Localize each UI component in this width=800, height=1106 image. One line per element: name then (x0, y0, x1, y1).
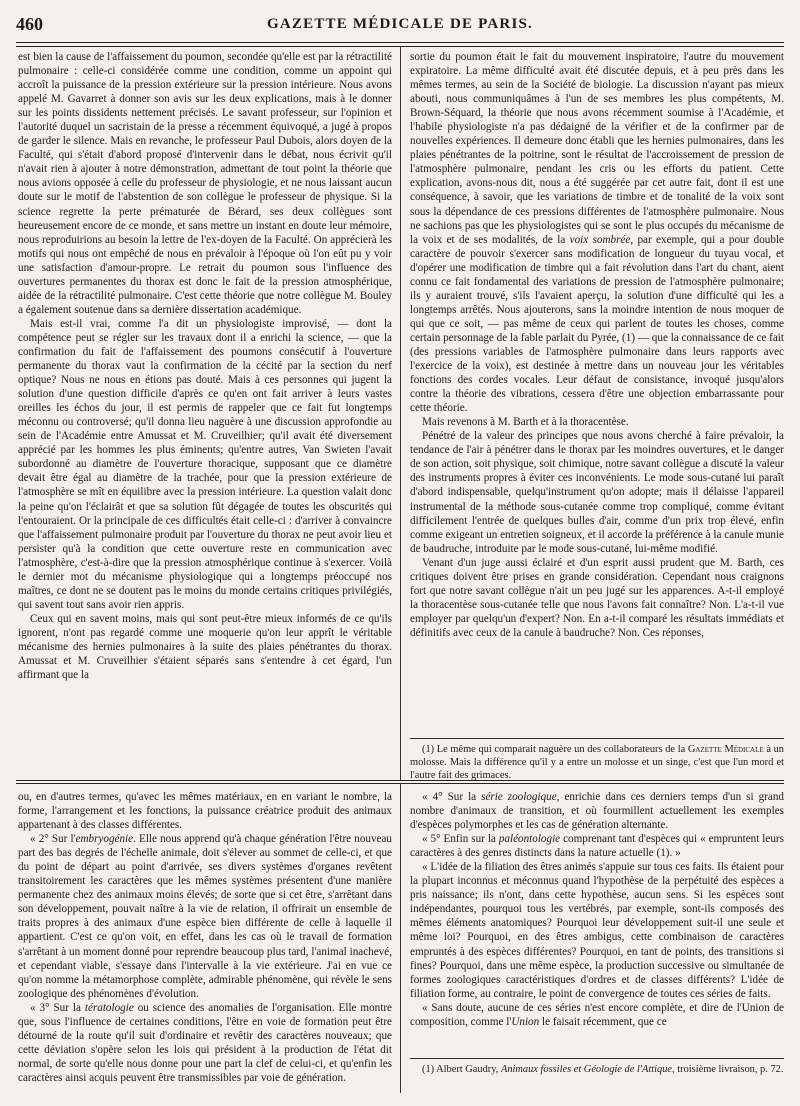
paragraph-text: « Sans doute, aucune de ces séries n'est encore complète, et dire de l'Union de composition, comme l' (410, 1001, 784, 1028)
emphasis: tératologie (84, 1001, 134, 1014)
paragraph: ou, en d'autres termes, qu'avec les mêmes matériaux, en en variant le nombre, la forme, l'arrangement et les fonctions, la puissance créatrice produit des animaux appartenant à des classes différentes. (18, 791, 392, 832)
feuilleton-column-right (410, 790, 784, 1052)
emphasis: embryogénie (75, 833, 134, 846)
paragraph (18, 1001, 392, 1085)
footnote-part: (1) Le même qui comparait naguère un des collaborateurs de la (422, 744, 686, 755)
footnote-text (410, 743, 784, 782)
page-header (16, 14, 784, 36)
article-column-right (410, 50, 784, 736)
footnote-text (410, 1063, 784, 1076)
column-divider-bottom (400, 783, 401, 1093)
section-rule (16, 780, 784, 781)
paragraph-text: comprenant tant d'espèces qui « empruntent leurs caractères à des genres distincts dans la nature actuelle (1). » (410, 833, 784, 860)
emphasis: série zoologique (481, 791, 557, 803)
journal-title: GAZETTE MÉDICALE DE PARIS. (267, 16, 533, 32)
footnote-part: (1) Albert Gaudry, (422, 1064, 499, 1075)
emphasis: voix sombrée (569, 233, 631, 246)
paragraph: Venant d'un juge aussi éclairé et d'un esprit aussi prudent que M. Barth, ces critiques doivent être prises en grande considération. Cependant nous craignons fort que notre savant collègue n'ait un peu jugé sur les apparences. A-t-il employé la thoracentèse sous-cutanée telle que nous l'avons fait connaître? Non. L'a-t-il vue employer par quelqu'un d'expert? Non. En a-t-il comparé les résultats immédiats et définitifs avec ceux de la canule à baudruche? Non. Ces réponses, (410, 556, 784, 639)
paragraph-text: le faisait récemment, que ce (542, 1015, 667, 1028)
column-divider-top (400, 46, 401, 780)
footnote-part: , troisième livraison, p. 72. (672, 1064, 784, 1075)
footnote-part: à un molosse. Mais la différence qu'il y a entre un molosse et un singe, c'est que l'un mord et l'autre fait des grimaces. (410, 744, 784, 781)
paragraph (410, 1001, 784, 1029)
paragraph: Pénétré de la valeur des principes que nous avons cherché à faire prévaloir, la tendance de l'air à pénétrer dans le thorax par les moindres ouvertures, et le danger de son action, soit physique, soit chimique, notre savant collègue a discuté la valeur des instruments propres à éviter ces inconvénients. Le mode sous-cutané lui paraît d'abord indispensable, quelqu'instrument qu'on adopte; mais il délaisse l'appareil instrumental de la méthode sous-cutanée comme trop compliqué, comme évitant difficilement l'entrée de quelques bulles d'air, comme d'un prix trop élevé, enfin comme exigeant un entretien soigneux, et il accorde la préférence à la canule munie de baudruche, introduite par le mode sous-cutané, lui-même modifié. (410, 430, 784, 555)
article-column-left (18, 50, 392, 736)
emphasis: paléontologie (498, 833, 561, 846)
paragraph: Mais est-il vrai, comme l'a dit un physiologiste improvisé, — dont la compétence peut se régler sur les travaux dont il a enrichi la science, — que la confirmation du fait de l'affaissement des poumons consécutif à l'ouverture permanente du thorax vaut la confirmation de la cécité par la section du nerf optique? Nous ne nous en étions pas douté. Mais à ces personnes qui jugent la solution d'une question difficile d'après ce qu'en ont fait arriver à leurs vastes oreilles les échos du jour, il est permis de rappeler que ce fait fut longtemps méconnu ou controversé; qu'il donna lieu naguère à une discussion approfondie au sein de l'Académie entre Amussat et M. Cruveilhier; qu'il avait été diversement apprécié par les hommes les plus éminents; qu'entre autres, Van Swieten l'avait subordonné au diamètre de l'ouverture thoracique, supposant que ce diamètre devait être égal au diamètre de la trachée, pour que la pression extérieure de l'atmosphère se mît en équilibre avec la pression intérieure. La question valait donc la peine qu'on l'éclairât et que sa solution fût dégagée de toutes les obscurités qui l'entouraient. Or la principale de ces difficultés était celle-ci : d'arriver à convaincre que l'affaissement pulmonaire produit par l'ouverture du thorax ne peut avoir lieu et persister qu'à la condition que cette ouverture reste en communication avec l'atmosphère, c'est-à-dire que la pression atmosphérique continue à s'exercer. Voilà le dernier mot du mécanisme physiologique qui a longtemps préoccupé nos maîtres, ce dont ne se doutent pas le moins du monde certains critiques privilégiés, qui savent tout sans avoir rien appris. (18, 317, 392, 611)
paragraph (410, 832, 784, 860)
paragraph-text: « 5° Enfin sur la (422, 833, 496, 846)
journal-name: Gazette Médicale (687, 744, 764, 755)
paragraph: « L'idée de la filiation des êtres animés s'appuie sur tous ces faits. Ils étaient pour la plupart inconnus et méconnus quand l'hypothèse de la perpétuité des espèces a pris naissance; ils n'ont, dans cette hypothèse, aucun sens. Si les espèces sont indépendantes, pourquoi tous les vertébrés, par exemple, sont-ils composés des mêmes éléments anatomiques? Pourquoi leur développement suit-il une seule et même loi? Pourquoi, en des êtres ambigus, cette combinaison de caractères empruntés à des espèces différentes? Pourquoi, en tant de points, des transitions si fines? Pourquoi, dans une même espèce, la production successive ou simultanée de formes zoologiques caractéristiques d'ordres et de classes différents? L'idée de filiation forme, au contraire, le point de convergence de toutes ces séries de faits. (410, 861, 784, 1000)
paragraph (18, 832, 392, 1001)
paragraph (410, 50, 784, 415)
paragraph-text: « 4° Sur la (422, 791, 477, 803)
paragraph: Ceux qui en savent moins, mais qui sont peut-être mieux informés de ce qu'ils ignorent, n'ont pas regardé comme une moquerie qu'on leur apprît le véritable mécanisme des hernies pulmonaires à la suite des plaies pénétrantes du thorax. Amussat et M. Cruveilhier s'étaient séparés sans s'entendre à cet égard, l'un affirmant que la (18, 612, 392, 682)
paragraph: est bien la cause de l'affaissement du poumon, secondée qu'elle est par la rétractilité pulmonaire : celle-ci considérée comme une condition, comme un appoint qui accroît la puissance de la pression extérieure sur la pression intérieure. Nous avons appelé M. Gavarret à donner son avis sur les deux explications, mais à le donner sur les points dissidents nettement précisés. Le savant professeur, sur l'opinion et l'autorité duquel un sacristain de la presse a récemment équivoqué, a jugé à propos de garder le silence. Mais en revanche, le professeur Paul Dubois, alors doyen de la Faculté, qui s'était d'abord proposé d'intervenir dans le débat, nous écrivit qu'il n'avait rien à ajouter à notre démonstration, admettant de tout point la théorie que nous avions opposée à celle du professeur de physiologie, et ne nous laissant aucun doute sur le motif de l'abstention de son collègue le professeur de physique. Si la science regrette la perte prématurée de Bérard, ses deux collègues sont heureusement encore de ce monde, et sans mettre un instant en doute leur mémoire, nous reproduirions au besoin la lettre de l'ex-doyen de la Faculté. On apprécierà les motifs qui nous ont empêché de nous en prévaloir à l'époque où l'on eût pu y voir une satisfaction d'amour-propre. Le retrait du poumon sous l'influence des ouvertures permanentes du thorax est donc le fait de la pression atmosphérique, aidée de la rétractilité pulmonaire. C'est cette théorie que notre collègue M. Bouley a également soutenue dans sa dernière dissertation académique. (18, 51, 392, 316)
paragraph: Mais revenons à M. Barth et à la thoracentèse. (422, 416, 629, 429)
footnote-top (410, 738, 784, 782)
page-number: 460 (16, 14, 43, 34)
paragraph-text: « 3° Sur la (30, 1001, 81, 1014)
footnote-rule (410, 1058, 784, 1059)
feuilleton-column-left (18, 790, 392, 1090)
paragraph-text: , enrichie dans ces derniers temps d'un si grand nombre d'animaux de transition, et où fourmillent actuellement les exemples d'espèces polymorphes et les cas de génération alternante. (410, 791, 784, 832)
book-title: Animaux fossiles et Géologie de l'Attique (500, 1064, 673, 1075)
footnote-bottom (410, 1058, 784, 1076)
paragraph-text: , par exemple, qui a pour double caractère de pouvoir s'exercer sans modification de longueur du tuyau vocal, et d'opérer une modification de timbre qui a fait révolution dans l'art du chant, aient connu ce fait fondamental des variations de pression de l'atmosphère pulmonaire; ils y auraient trouvé, s'ils l'avaient aperçu, la solution d'une difficulté qui les a longtemps arrêtés. Nous ajouterons, sans la moindre intention de nous moquer de qui que ce soit, — pas même de ceux qui parlent de toutes les choses, comme certain personnage de la fable parlait du Pyrée, (1) — que la connaissance de ce fait (des pressions variables de l'atmosphère pulmonaire dans leurs rapports avec l'exercice de la voix), est destinée à mettre dans un nouveau jour les véritables fonctions des cordes vocales. Leur défaut de consistance, invoqué jusqu'alors contre la théorie des vibrations, cessera d'être une objection embarrassante pour cette théorie. (410, 233, 784, 415)
footnote-rule (410, 738, 784, 739)
header-rule (16, 42, 784, 43)
paragraph (410, 790, 784, 832)
paragraph-text: sortie du poumon était le fait du mouvement inspiratoire, l'autre du mouvement expiratoire. La même difficulté avait été discutée depuis, et à peu près dans les mêmes termes, au sein de la Société de biologie. La discussion n'ayant pas mieux abouti, nous communiquâmes à l'un de ses membres les plus compétents, M. Brown-Séquard, la théorie que nous avons récemment soumise à l'Académie, et l'habile physiologiste n'a pas dédaigné de la vérifier et de la confirmer par de nouvelles expériences. Il demeure donc établi que les hernies pulmonaires, dans les plaies pénétrantes de la poitrine, sont le résultat de l'accroissement de pression de l'atmosphère pulmonaire, pendant les cris ou les efforts du patient. Cette explication, avons-nous dit, nous a été suggérée par cet autre fait, dont il est une conséquence, à savoir, que les variations de timbre et de tonalité de la voix sont sous la dépendance de ces pressions différentes de l'atmosphère pulmonaire. Nous ne sachions pas que les physiologistes qui se sont le plus occupés du mécanisme de la voix et de ses modalités, de la (410, 51, 784, 246)
paragraph-text: ou science des anomalies de l'organisation. Elle montre que, sous l'influence de certaines conditions, l'être en voie de formation peut être détourné de la route qu'il suit d'ordinaire et revêtir des caractères nouveaux; que cette déviation s'opère selon les lois qui président à la production de l'état dit normal, de sorte qu'elle nous donne pour une part la clef de celui-ci, et qu'enfin les caractères ainsi acquis peuvent être transmissibles par voie de génération. (18, 1001, 392, 1084)
paragraph-text: . Elle nous apprend qu'à chaque génération l'être nouveau part des bas degrés de l'échelle animale, doit s'élever au sommet de celle-ci, et que du point de départ au point d'arrivée, ses divers systèmes d'organes revêtent transitoirement les caractères que les mêmes systèmes présentent d'une manière permanente chez des animaux moins élevés; de sorte que si cet être, s'arrêtant dans son développement, pouvait naître à la vie de relation, il offrirait un ensemble de traits propres à des animaux d'une espèce bien différente de celle à laquelle il appartient. C'est ce qu'on voit, en effet, dans les cas où le travail de formation s'arrêtant à un moment donné pour reprendre beaucoup plus tard, l'animal inachevé, et cependant viable, s'essaye dans l'intervalle à la vie extérieure. J'ai en vue ce qu'on nomme la métamorphose complète, admirable phénomène, qui révèle le sens zoologique des phénomènes d'évolution. (18, 833, 392, 1000)
paragraph-text: « 2° Sur l' (30, 833, 76, 846)
emphasis: Union (511, 1015, 540, 1028)
